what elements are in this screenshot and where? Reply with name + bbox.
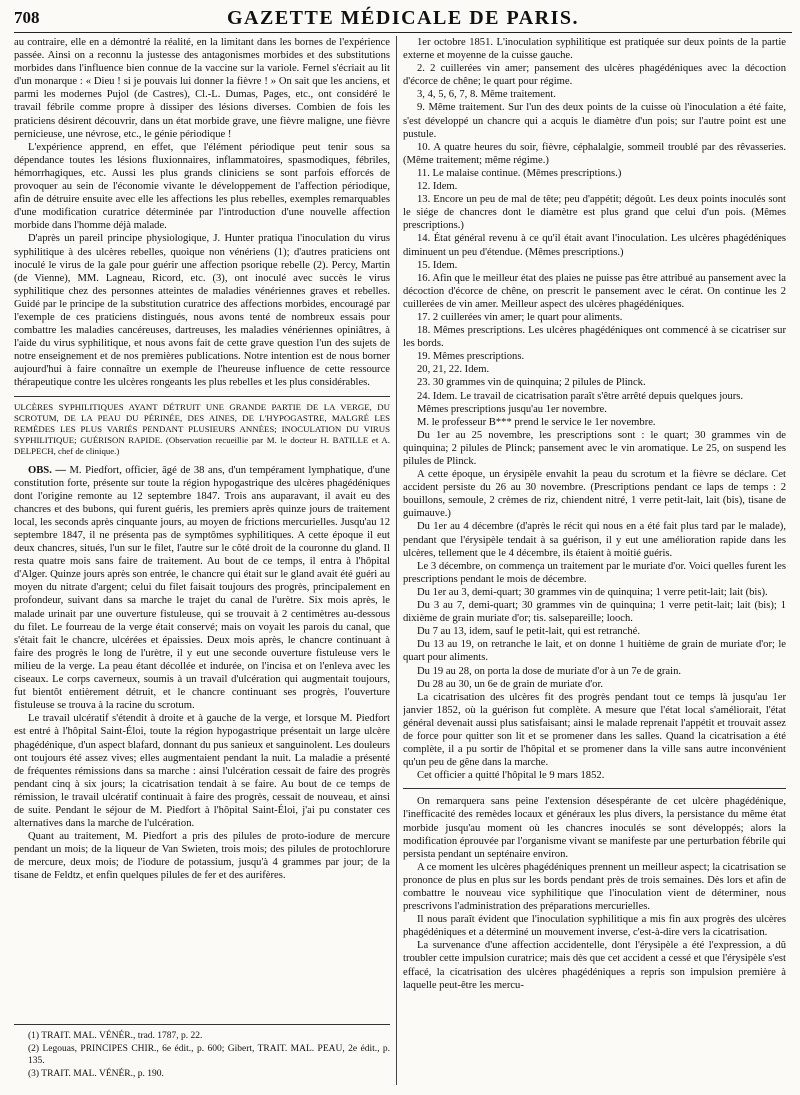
column-divider [396, 36, 397, 1085]
observation-text: M. Piedfort, officier, âgé de 38 ans, d'un tempérament lymphatique, d'une constitution forte, présente sur toute la région hypogastrique des ulcères phagédéniques dont l'origine remonte au 12 septembre 1847. Trois ans auparavant, il avait eu des chancres et des bubons, qui furent guéris, les premiers après quinze jours de traitement local, les seconds après cinquante jours, au moyen de frictions mercurielles. Jusqu'au 12 septembre 1847, il ne présenta pas de symptômes syphilitiques. A cette époque il eut deux chancres, situés, l'un sur le filet, l'autre sur le côté droit de la couronne du gland. Il resta quatre mois sans faire de traitement. Au bout de ce temps, il entra à l'hôpital d'Alger. Quinze jours après son entrée, le chancre qui était sur le gland avait été guéri au moyen du nitrate d'argent; celui du filet faisait toujours des progrès, principalement en profondeur, suivant dans sa marche le trajet du canal de l'urètre. Six mois après, le malade urinait par une ouverture fistuleuse, qui se trouvait à 2 centimètres au-dessous du filet. Le fourreau de la verge était conservé; mais on voyait les parois du canal, que s'était fait le chancre, ulcérées et épaissies. Deux mois après, le chancre continuant à faire des progrès le long de l'urètre, il y eut une seconde ouverture fistuleuse vers le milieu de la verge. La peau étant décollée et indurée, on l'incisa et on l'enleva avec les ciseaux. Le corps caverneux, soumis à un travail d'ulcération qui augmentait toujours, fut bientôt entièrement détruit, et le chancre continuant ses progrès, l'ouverture fistuleuse se trouva à la racine du scrotum. [14, 464, 390, 712]
daily-entry: Mêmes prescriptions jusqu'au 1er novembre. [417, 403, 607, 415]
daily-entry: 3, 4, 5, 6, 7, 8. Même traitement. [417, 89, 556, 101]
publication-title: GAZETTE MÉDICALE DE PARIS. [226, 7, 580, 29]
left-column [14, 36, 390, 1085]
daily-entry: 12. Idem. [417, 181, 458, 193]
daily-entry: Du 7 au 13, idem, sauf le petit-lait, qui est retranché. [417, 626, 640, 638]
commentary-paragraph: La survenance d'une affection accidentelle, dont l'érysipèle a été l'expression, a dû troubler cette impulsion curatrice; mais dès que cet accident a cessé et que l'érysipèle s'est effacé, la cicatrisation des ulcères phagédéniques a repris son impulsion première à laquelle peut-être les mercu- [403, 940, 786, 991]
paragraph: au contraire, elle en a démontré la réalité, en la limitant dans les bornes de l'expérience passée. Ainsi on a reconnu la justesse des antagonismes morbides et des substitutions morbides dans l'influence bien connue de la vaccine sur la variole. Fernel s'écriait au lit d'un monarque : « Dieu ! si je pouvais lui donner la fièvre ! » On sait que les anciens, et parmi les modernes Pujol (de Castres), Cl.-L. Dumas, Pages, etc., ont considéré le travail fébrile comme propre à dissiper des lésions diverses. Combien de fois les praticiens désirent découvrir, dans un état morbide grave, une fièvre maligne, une fièvre pernicieuse, une névrose, etc., le génie périodique ! [14, 37, 390, 140]
right-column [403, 36, 786, 1085]
daily-entry: Du 19 au 28, on porta la dose de muriate d'or à un 7e de grain. [417, 665, 682, 677]
daily-entry: 11. Le malaise continue. (Mêmes prescriptions.) [417, 167, 622, 179]
observation-paragraph [14, 464, 390, 713]
daily-entry: Du 1er au 4 décembre (d'après le récit qui nous en a été fait plus tard par le malade), pendant que l'érysipèle tendait à sa guérison, il y eut une amélioration rapide dans les ulcères, tellement que le 4 décembre, ils étaient à moitié guéris. [403, 521, 786, 559]
daily-entry: 19. Mêmes prescriptions. [417, 351, 525, 363]
page-number: 708 [14, 8, 40, 27]
paragraph: Le travail ulcératif s'étendit à droite et à gauche de la verge, et lorsque M. Piedfort est entré à l'hôpital Saint-Éloi, toute la région hypogastrique présentait un large ulcère phagédénique, d'un aspect blafard, donnant du pus sanieux et sanguinolent. Les douleurs ont toujours été assez vives; elles augmentaient pendant la nuit. La maladie a présenté de fréquentes rémissions dans sa marche : ainsi l'ulcération cessait de faire des progrès pendant cinq à six jours; la cicatrisation tendait à se faire. Au bout de ce temps de rémission, le travail ulcératif continuait à faire des progrès, cessait de nouveau, et ainsi de suite. Pendant le séjour de M. Piedfort à l'hôpital Saint-Éloi, j'ai pu constater ces alternatives dans la marche de l'ulcération. [14, 713, 390, 830]
daily-entry: 1er octobre 1851. L'inoculation syphilitique est pratiquée sur deux points de la partie externe et moyenne de la cuisse gauche. [403, 37, 786, 62]
observation-label: OBS. — [28, 464, 66, 476]
daily-entry: 2. 2 cuillerées vin amer; pansement des ulcères phagédéniques avec la décoction d'écorce de chêne; le quart pour régime. [403, 63, 786, 88]
daily-entry: 13. Encore un peu de mal de tête; peu d'appétit; dégoût. Les deux points inoculés sont le siége de chancres dont le diamètre est plus grand que celui d'un pois. (Mêmes prescriptions.) [403, 194, 786, 232]
daily-entry: 10. A quatre heures du soir, fièvre, céphalalgie, sommeil troublé par des rêvasseries. (Même traitement; même régime.) [403, 141, 786, 166]
footnotes [14, 1024, 390, 1081]
daily-entry: 18. Mêmes prescriptions. Les ulcères phagédéniques ont commencé à se cicatriser sur les bords. [403, 325, 786, 350]
daily-entry: Du 3 au 7, demi-quart; 30 grammes vin de quinquina; 1 verre petit-lait; lait (bis); 1 dixième de grain muriate d'or; tis. salsepareille; looch. [403, 600, 786, 625]
paragraph: D'après un pareil principe physiologique, J. Hunter pratiqua l'inoculation du virus syphilitique à des ulcères rebelles, quoique non vénériens (1); d'autres praticiens ont inoculé le virus de la gale pour guérir une affection psorique rebelle (2). Percy, Martin (de Vienne), MM. Lagneau, Ricord, etc. (3), ont inoculé avec succès le virus syphilitique chez des personnes atteintes de maladies vénériennes graves et rebelles. Guidé par le principe de la substitution curatrice des affections morbides, encouragé par l'exemple de ces praticiens distingués, nous avons tenté de nombreux essais pour combattre les maladies cancéreuses, dartreuses, les maladies vénériennes opiniâtres, à l'aide du virus syphilitique, et nous avons fait de cette grave question l'un des sujets de notre enseignement et de nos premières publications. Notre intention est de nous borner aujourd'hui à faire connaître un exemple de l'heureuse influence de cette ressource thérapeutique contre les ulcères rongeants les plus rebelles et les plus considérables. [14, 233, 390, 389]
daily-entry: 15. Idem. [417, 259, 458, 271]
daily-entry: Du 1er au 3, demi-quart; 30 grammes vin de quinquina; 1 verre petit-lait; lait (bis). [417, 586, 768, 598]
daily-entry: Du 28 au 30, un 6e de grain de muriate d'or. [417, 678, 604, 690]
section-separator [403, 788, 786, 789]
commentary-paragraph: On remarquera sans peine l'extension désespérante de cet ulcère phagédénique, l'inefficacité des remèdes locaux et généraux les plus divers, la persistance du même état morbide jusqu'au moment où les chancres inoculés se sont développés; alors la modification éprouvée par l'organisme vivant se manifeste par une perturbation fébrile qui persista pendant un septénaire environ. [403, 796, 786, 860]
paragraph: L'expérience apprend, en effet, que l'élément périodique peut tenir sous sa dépendance toutes les lésions fluxionnaires, inflammatoires, spasmodiques, fébriles, hémorrhagiques, etc. Aussi les plus grands cliniciens se sont parfois efforcés de provoquer au sein de l'économie vivante le développement de l'affection périodique, afin de détruire ensuite avec elle les affections les plus rebelles, exemples remarquables d'une modification curatrice déterminée par l'introduction d'une nouvelle affection morbide dans l'homme déjà malade. [14, 141, 390, 232]
daily-entry: 20, 21, 22. Idem. [417, 364, 490, 376]
daily-entry: 14. État général revenu à ce qu'il était avant l'inoculation. Les ulcères phagédéniques diminuent un peu d'étendue. (Mêmes prescriptions.) [403, 233, 786, 258]
commentary-paragraph: A ce moment les ulcères phagédéniques prennent un meilleur aspect; la cicatrisation se prononce de plus en plus sur les bords pendant près de trois semaines. Dès lors et afin de combattre le nouveau vice syphilitique que l'inoculation vient de déterminer, nous prescrivons l'administration des préparations mercurielles. [403, 861, 786, 913]
daily-entry: Cet officier a quitté l'hôpital le 9 mars 1852. [417, 770, 605, 782]
daily-entry: 16. Afin que le meilleur état des plaies ne puisse pas être attribué au pansement avec la décoction d'écorce de chêne, on prescrit le pansement avec le cérat. On continue les 2 cuillerées de vin amer. Meilleur aspect des ulcères phagédéniques. [403, 272, 786, 310]
daily-entry: M. le professeur B*** prend le service le 1er novembre. [417, 416, 656, 428]
daily-entry: A cette époque, un érysipèle envahit la peau du scrotum et la fièvre se déclare. Cet accident persiste du 26 au 30 novembre. (Prescriptions pendant ce laps de temps : 2 bouillons, semoule, 2 crèmes de riz, chiendent nitré, 1 verre petit-lait, lait (bis), tisane de guimauve.) [403, 469, 786, 520]
daily-entry: Du 13 au 19, on retranche le lait, et on donne 1 huitième de grain de muriate d'or; le quart pour aliments. [403, 639, 786, 664]
paragraph: Quant au traitement, M. Piedfort a pris des pilules de proto-iodure de mercure pendant un mois; de la liqueur de Van Swieten, trois mois; des pilules de protochlorure de mercure, deux mois; de l'iodure de potassium, jusqu'à 4 grammes par jour; de la tisane de Feldtz, et enfin quelques pilules de fer et des aurifères. [14, 831, 390, 882]
daily-entry: Le 3 décembre, on commença un traitement par le muriate d'or. Voici quelles furent les prescriptions pendant le mois de décembre. [403, 560, 786, 585]
daily-entry: La cicatrisation des ulcères fit des progrès pendant tout ce temps là jusqu'au 1er janvier 1852, où la guérison fut complète. A mesure que l'état local s'améliorait, l'état général devenait aussi plus satisfaisant; ainsi le malade reprenait l'appétit et trouvait assez de force pour quitter son lit et se promener dans les salles. Quand la cicatrisation a été complète, il a pu sortir de l'hôpital et se promener dans la ville sans autre inconvénient qu'un peu de gêne dans la marche. [403, 691, 786, 769]
daily-entry: 9. Même traitement. Sur l'un des deux points de la cuisse où l'inoculation a été faite, s'est développé un chancre qui a acquis le diamètre d'un pois; sur l'autre point est une pustule. [403, 102, 786, 140]
footnote: (3) TRAIT. MAL. VÉNÉR., p. 190. [28, 1069, 164, 1079]
commentary-paragraph: Il nous paraît évident que l'inoculation syphilitique a mis fin aux progrès des ulcères phagédéniques et a déterminé un mouvement inverse, c'est-à-dire vers la cicatrisation. [403, 914, 786, 939]
daily-entry: 17. 2 cuillerées vin amer; le quart pour aliments. [417, 311, 623, 323]
daily-entry: Du 1er au 25 novembre, les prescriptions sont : le quart; 30 grammes vin de quinquina; 2 pilules de Plinck; pansement avec le vin aromatique. Le 25, on suspend les pilules de Plinck. [403, 429, 786, 467]
daily-entry: 24. Idem. Le travail de cicatrisation paraît s'être arrêté depuis quelques jours. [417, 390, 744, 402]
daily-entry: 23. 30 grammes vin de quinquina; 2 pilules de Plinck. [417, 377, 646, 389]
page-header [14, 6, 792, 33]
footnote: (1) TRAIT. MAL. VÉNÉR., trad. 1787, p. 22. [28, 1031, 203, 1041]
footnote: (2) Legouas, PRINCIPES CHIR., 6e édit., p. 600; Gibert, TRAIT. MAL. PEAU, 2e édit., p. 135. [28, 1044, 390, 1066]
case-heading: ULCÈRES SYPHILITIQUES AYANT DÉTRUIT UNE GRANDE PARTIE DE LA VERGE, DU SCROTUM, DE LA PEAU DU PÉRINÉE, DES AINES, DE L'HYPOGASTRE, MALGRÉ LES REMÈDES LES PLUS VARIÉS PENDANT PLUSIEURS ANNÉES; INOCULATION DU VIRUS SYPHILITIQUE; GUÉRISON RAPIDE. (Observation recueillie par M. le docteur H. BATILLE et A. DELPECH, chef de clinique.) [14, 396, 390, 457]
